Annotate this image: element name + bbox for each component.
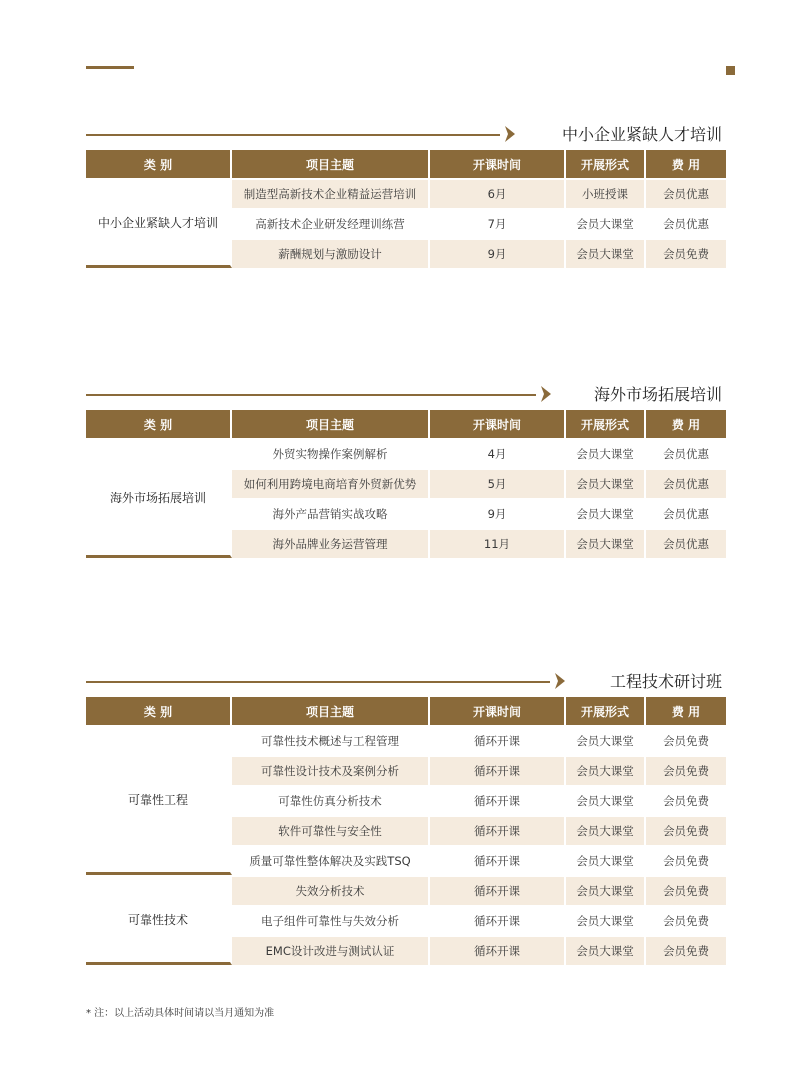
top-accent-square (726, 66, 735, 75)
chevron-right-icon (554, 672, 566, 690)
start-time-cell: 4月 (430, 438, 566, 468)
course-table (86, 697, 726, 965)
format-cell: 会员大课堂 (566, 755, 646, 785)
section-header (86, 669, 726, 693)
start-time-cell: 循环开课 (430, 875, 566, 905)
col-fee-header: 费 用 (646, 410, 726, 438)
start-time-cell: 循环开课 (430, 815, 566, 845)
col-category-header: 类 别 (86, 410, 232, 438)
topic-cell: 可靠性设计技术及案例分析 (232, 755, 430, 785)
fee-cell: 会员免费 (646, 845, 726, 875)
topic-cell: 质量可靠性整体解决及实践TSQ (232, 845, 430, 875)
start-time-cell: 循环开课 (430, 725, 566, 755)
fee-cell: 会员免费 (646, 785, 726, 815)
topic-cell: 外贸实物操作案例解析 (232, 438, 430, 468)
col-topic-header: 项目主题 (232, 150, 430, 178)
topic-cell: 海外品牌业务运营管理 (232, 528, 430, 558)
category-cell: 中小企业紧缺人才培训 (86, 178, 232, 268)
col-fee-header: 费 用 (646, 150, 726, 178)
col-start-time-header: 开课时间 (430, 697, 566, 725)
category-cell: 可靠性技术 (86, 875, 232, 965)
table-row (86, 725, 726, 755)
section-rule (86, 394, 536, 396)
start-time-cell: 循环开课 (430, 905, 566, 935)
col-topic-header: 项目主题 (232, 410, 430, 438)
table-row (86, 178, 726, 208)
start-time-cell: 7月 (430, 208, 566, 238)
topic-cell: 电子组件可靠性与失效分析 (232, 905, 430, 935)
table-header-row (86, 410, 726, 438)
topic-cell: 失效分析技术 (232, 875, 430, 905)
col-category-header: 类 别 (86, 150, 232, 178)
format-cell: 会员大课堂 (566, 935, 646, 965)
start-time-cell: 6月 (430, 178, 566, 208)
fee-cell: 会员优惠 (646, 178, 726, 208)
section-sme-talent (86, 122, 726, 268)
col-start-time-header: 开课时间 (430, 150, 566, 178)
topic-cell: 可靠性技术概述与工程管理 (232, 725, 430, 755)
topic-cell: EMC设计改进与测试认证 (232, 935, 430, 965)
format-cell: 会员大课堂 (566, 845, 646, 875)
format-cell: 会员大课堂 (566, 875, 646, 905)
format-cell: 会员大课堂 (566, 785, 646, 815)
section-rule (86, 134, 500, 136)
fee-cell: 会员免费 (646, 935, 726, 965)
section-title: 工程技术研讨班 (609, 672, 722, 691)
top-accent-bar (86, 66, 134, 69)
chevron-right-icon (504, 125, 516, 143)
fee-cell: 会员优惠 (646, 208, 726, 238)
fee-cell: 会员免费 (646, 238, 726, 268)
fee-cell: 会员优惠 (646, 498, 726, 528)
topic-cell: 海外产品营销实战攻略 (232, 498, 430, 528)
fee-cell: 会员优惠 (646, 468, 726, 498)
start-time-cell: 循环开课 (430, 935, 566, 965)
fee-cell: 会员优惠 (646, 438, 726, 468)
format-cell: 会员大课堂 (566, 815, 646, 845)
format-cell: 会员大课堂 (566, 208, 646, 238)
start-time-cell: 循环开课 (430, 845, 566, 875)
fee-cell: 会员免费 (646, 875, 726, 905)
category-cell: 可靠性工程 (86, 725, 232, 875)
format-cell: 会员大课堂 (566, 238, 646, 268)
format-cell: 会员大课堂 (566, 725, 646, 755)
start-time-cell: 循环开课 (430, 755, 566, 785)
topic-cell: 如何利用跨境电商培育外贸新优势 (232, 468, 430, 498)
course-table (86, 150, 726, 268)
fee-cell: 会员免费 (646, 905, 726, 935)
col-fee-header: 费 用 (646, 697, 726, 725)
topic-cell: 高新技术企业研发经理训练营 (232, 208, 430, 238)
table-header-row (86, 150, 726, 178)
format-cell: 会员大课堂 (566, 905, 646, 935)
col-format-header: 开展形式 (566, 150, 646, 178)
fee-cell: 会员免费 (646, 815, 726, 845)
table-row (86, 438, 726, 468)
col-format-header: 开展形式 (566, 410, 646, 438)
start-time-cell: 9月 (430, 238, 566, 268)
start-time-cell: 9月 (430, 498, 566, 528)
fee-cell: 会员免费 (646, 755, 726, 785)
section-overseas-market (86, 382, 726, 558)
section-title: 海外市场拓展培训 (593, 385, 722, 404)
topic-cell: 软件可靠性与安全性 (232, 815, 430, 845)
format-cell: 会员大课堂 (566, 438, 646, 468)
section-header (86, 122, 726, 146)
col-category-header: 类 别 (86, 697, 232, 725)
col-topic-header: 项目主题 (232, 697, 430, 725)
start-time-cell: 5月 (430, 468, 566, 498)
topic-cell: 制造型高新技术企业精益运营培训 (232, 178, 430, 208)
chevron-right-icon (540, 385, 552, 403)
format-cell: 会员大课堂 (566, 468, 646, 498)
section-rule (86, 681, 550, 683)
section-engineering-tech (86, 669, 726, 965)
format-cell: 会员大课堂 (566, 498, 646, 528)
topic-cell: 可靠性仿真分析技术 (232, 785, 430, 815)
col-format-header: 开展形式 (566, 697, 646, 725)
category-cell: 海外市场拓展培训 (86, 438, 232, 558)
section-title: 中小企业紧缺人才培训 (561, 125, 722, 144)
format-cell: 会员大课堂 (566, 528, 646, 558)
fee-cell: 会员优惠 (646, 528, 726, 558)
table-row (86, 875, 726, 905)
footnote: * 注：以上活动具体时间请以当月通知为准 (86, 1008, 275, 1019)
topic-cell: 薪酬规划与激励设计 (232, 238, 430, 268)
start-time-cell: 循环开课 (430, 785, 566, 815)
format-cell: 小班授课 (566, 178, 646, 208)
col-start-time-header: 开课时间 (430, 410, 566, 438)
fee-cell: 会员免费 (646, 725, 726, 755)
start-time-cell: 11月 (430, 528, 566, 558)
table-header-row (86, 697, 726, 725)
course-table (86, 410, 726, 558)
section-header (86, 382, 726, 406)
